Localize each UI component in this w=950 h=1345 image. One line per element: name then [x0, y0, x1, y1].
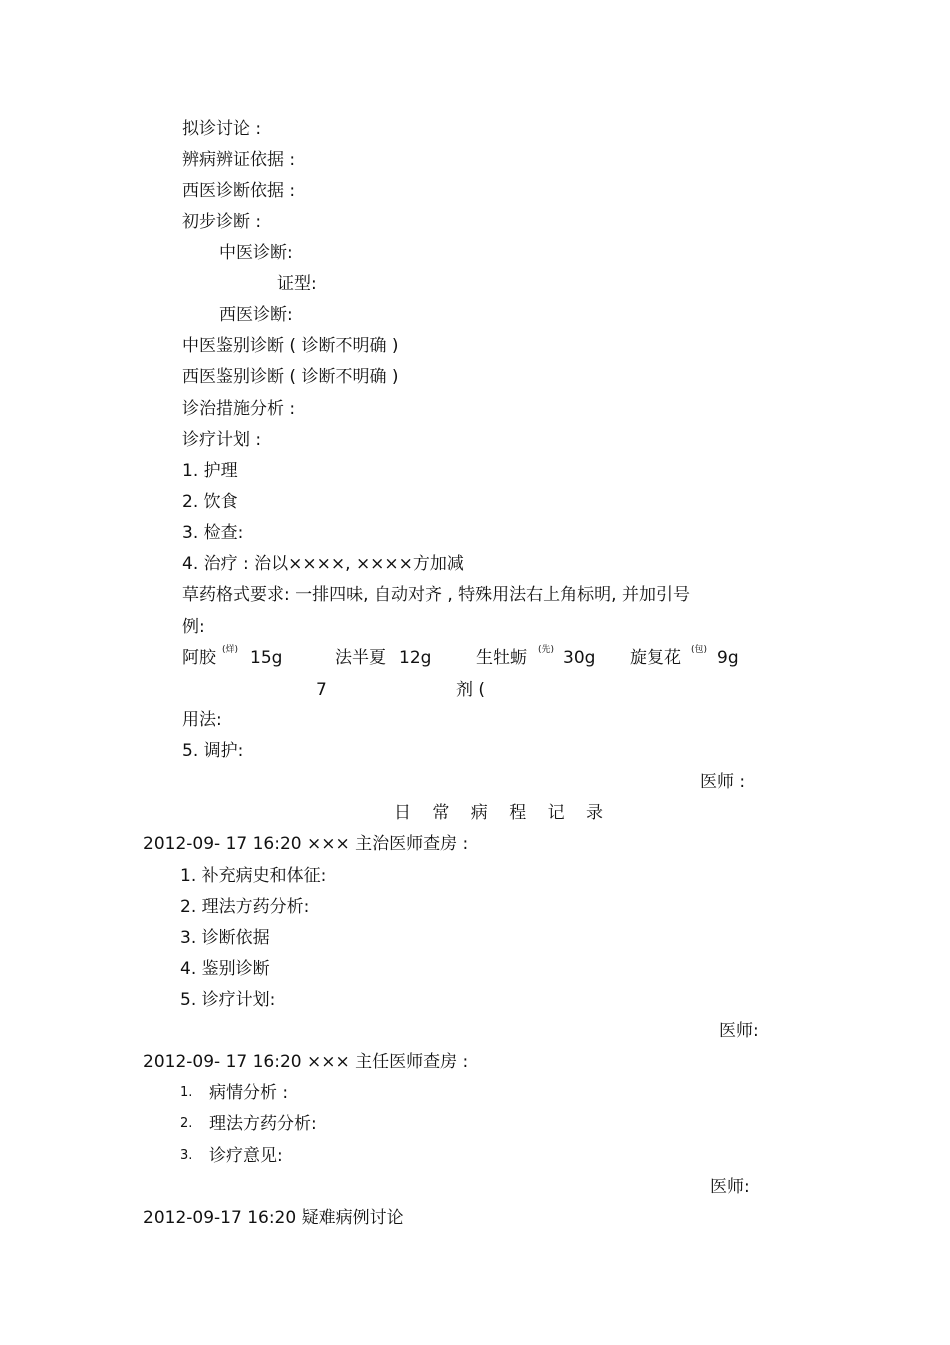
herb-dose: 15g — [250, 648, 283, 668]
herb-name: 阿胶 — [182, 648, 216, 668]
plan-item-exam: 3. 检查: — [182, 523, 244, 543]
herb-name: 旋复花 — [630, 648, 681, 668]
usage-label: 用法: — [182, 710, 222, 730]
herb-usage-note: (烊) — [222, 645, 239, 655]
record-item: 4. 鉴别诊断 — [180, 959, 270, 979]
record-header: 2012-09- 17 16:20 ××× 主治医师查房 : — [143, 834, 469, 854]
record-header: 2012-09-17 16:20 疑难病例讨论 — [143, 1208, 404, 1228]
record-item-number: 3. — [180, 1148, 193, 1163]
herb-dose: 9g — [717, 648, 739, 668]
herb-dose: 12g — [399, 648, 432, 668]
treatment-analysis-heading: 诊治措施分析 : — [182, 399, 296, 419]
herb-usage-note: (包) — [691, 645, 708, 655]
treatment-plan-heading: 诊疗计划 : — [182, 430, 262, 450]
initial-diagnosis-heading: 初步诊断 : — [182, 212, 262, 232]
discussion-heading: 拟诊讨论 : — [182, 119, 262, 139]
herb-name: 生牡蛎 — [476, 648, 527, 668]
record-item: 5. 诊疗计划: — [180, 990, 276, 1010]
western-basis-heading: 西医诊断依据 : — [182, 181, 296, 201]
tcm-diagnosis-label: 中医诊断: — [219, 243, 293, 263]
doctor-signature-label: 医师: — [719, 1021, 759, 1041]
record-header: 2012-09- 17 16:20 ××× 主任医师查房 : — [143, 1052, 469, 1072]
record-item: 1. 补充病史和体征: — [180, 866, 327, 886]
record-item: 诊疗意见: — [209, 1146, 283, 1166]
daily-record-title: 日 常 病 程 记 录 — [394, 803, 612, 823]
doctor-signature-label: 医师 : — [700, 772, 746, 792]
herb-dose: 30g — [563, 648, 596, 668]
record-item: 理法方药分析: — [209, 1114, 317, 1134]
dose-unit: 剂 ( — [456, 680, 486, 700]
record-item-number: 1. — [180, 1085, 193, 1100]
western-diagnosis-label: 西医诊断: — [219, 305, 293, 325]
plan-item-diet: 2. 饮食 — [182, 492, 238, 512]
plan-item-treatment: 4. 治疗 : 治以××××, ××××方加减 — [182, 554, 464, 574]
record-item-number: 2. — [180, 1116, 193, 1131]
plan-item-nursing: 1. 护理 — [182, 461, 238, 481]
herb-usage-note: (先) — [538, 645, 555, 655]
record-item: 3. 诊断依据 — [180, 928, 270, 948]
syndrome-basis-heading: 辨病辨证依据 : — [182, 150, 296, 170]
plan-item-care: 5. 调护: — [182, 741, 244, 761]
syndrome-type-label: 证型: — [277, 274, 317, 294]
doctor-signature-label: 医师: — [710, 1177, 750, 1197]
record-item: 病情分析 : — [209, 1083, 289, 1103]
herb-name: 法半夏 — [335, 648, 386, 668]
dose-count: 7 — [316, 680, 327, 700]
example-label: 例: — [182, 617, 205, 637]
record-item: 2. 理法方药分析: — [180, 897, 310, 917]
tcm-differential-heading: 中医鉴别诊断 ( 诊断不明确 ) — [182, 336, 399, 356]
western-differential-heading: 西医鉴别诊断 ( 诊断不明确 ) — [182, 367, 399, 387]
herb-format-requirement: 草药格式要求: 一排四味, 自动对齐 , 特殊用法右上角标明, 并加引号 — [182, 585, 690, 605]
